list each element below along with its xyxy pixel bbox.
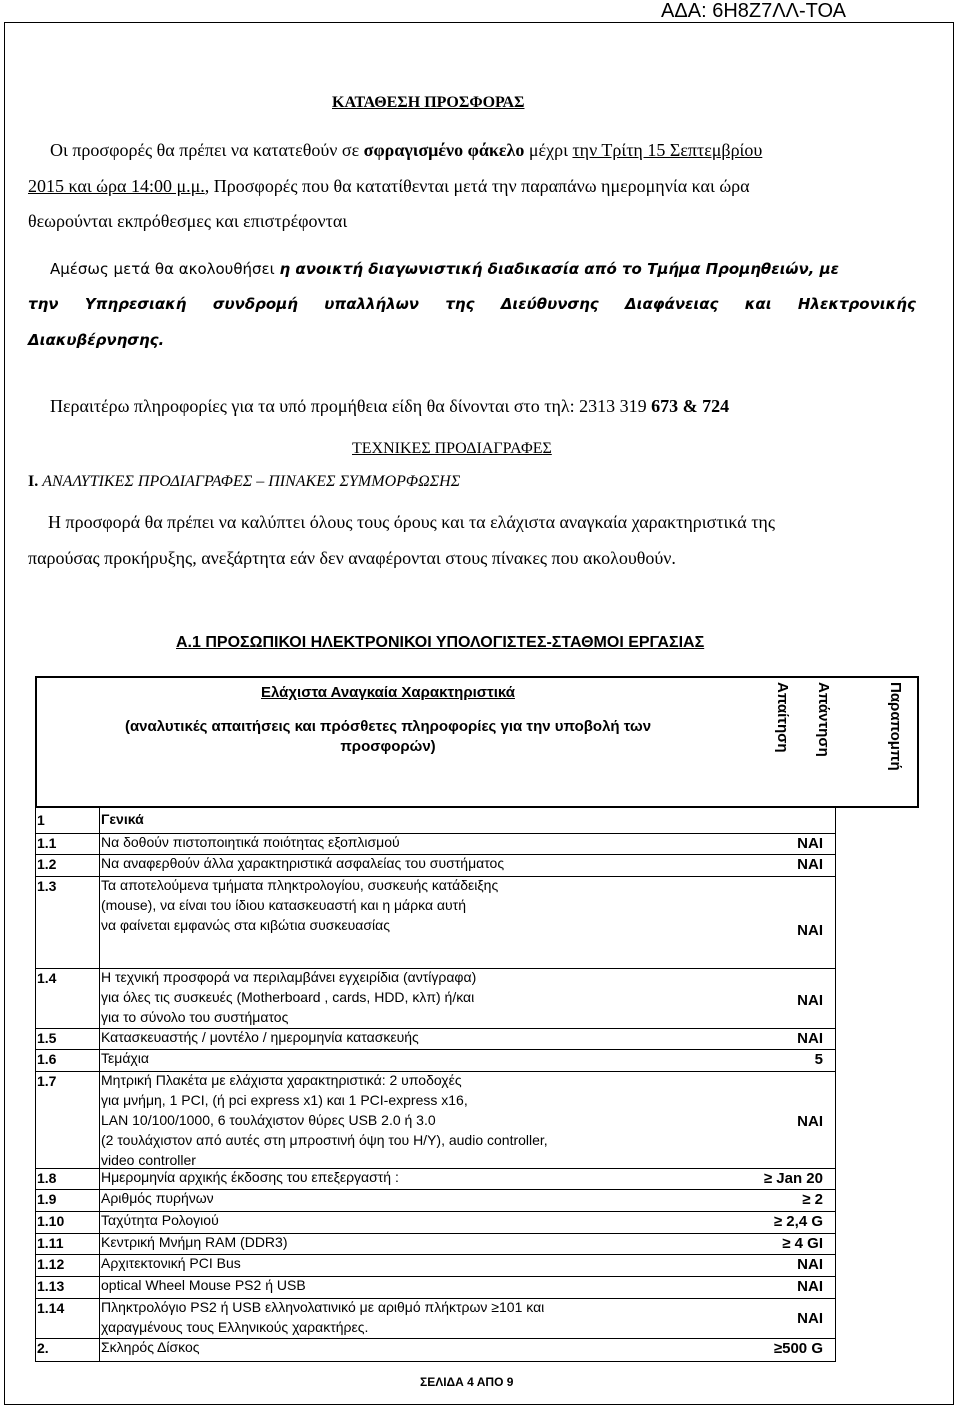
row-description-line: Να αναφερθούν άλλα χαρακτηριστικά ασφαλείας του συστήματος (101, 855, 505, 871)
p2-text-a: Αμέσως μετά θα ακολουθήσει (50, 260, 275, 278)
table-header (35, 676, 919, 808)
row-divider (35, 854, 835, 855)
row-requirement-value: ΝΑΙ (797, 1256, 823, 1273)
row-description-line: Κεντρική Μνήμη RAM (DDR3) (101, 1234, 288, 1250)
row-number: 1.11 (37, 1235, 64, 1251)
row-divider (35, 1071, 835, 1072)
row-description (101, 1297, 544, 1337)
header-sub-2: προσφορών) (340, 738, 436, 755)
p2-word: Υπηρεσιακή (84, 295, 187, 313)
row-description (101, 1337, 200, 1357)
row-description-line: optical Wheel Mouse PS2 ή USB (101, 1277, 306, 1293)
row-description-line: Να δοθούν πιστοποιητικά ποιότητας εξοπλισμού (101, 834, 400, 850)
row-divider (35, 1049, 835, 1050)
row-requirement-value: ΝΑΙ (797, 835, 823, 852)
row-number: 1.3 (37, 878, 57, 894)
row-description (101, 1070, 548, 1170)
row-number: 2. (37, 1340, 49, 1356)
row-requirement-value: ΝΑΙ (797, 922, 823, 939)
row-number: 1.1 (37, 835, 57, 851)
row-description (101, 1048, 149, 1068)
row-divider (35, 1298, 835, 1299)
row-description (101, 1167, 399, 1187)
row-number: 1 (37, 812, 45, 828)
tech-specs-title: ΤΕΧΝΙΚΕΣ ΠΡΟΔΙΑΓΡΑΦΕΣ (352, 440, 552, 457)
row-number: 1.4 (37, 970, 57, 986)
p2-word: Ηλεκτρονικής (797, 295, 916, 313)
row-description (101, 809, 144, 829)
row-divider (35, 1338, 835, 1339)
row-description-line: για το σύνολο του συστήματος (101, 1009, 289, 1025)
p1-text-c: μέχρι (528, 140, 568, 160)
paragraph-2-line-2 (28, 295, 916, 313)
row-description (101, 967, 476, 1027)
row-number: 1.13 (37, 1278, 65, 1294)
row-requirement-value: ΝΑΙ (797, 992, 823, 1009)
row-requirement-value: ≥ 4 GI (782, 1235, 823, 1252)
row-divider (35, 1168, 835, 1169)
p2-word: και (744, 295, 772, 313)
row-number: 1.7 (37, 1073, 57, 1089)
row-description-line: Η τεχνική προσφορά να περιλαμβάνει εγχειρίδια (αντίγραφα) (101, 969, 477, 985)
p1-text-a: Οι προσφορές θα πρέπει να κατατεθούν σε (50, 140, 360, 160)
p2-word: συνδρομή (212, 295, 298, 313)
row-requirement-value: ΝΑΙ (797, 1030, 823, 1047)
row-requirement-value: ≥ 2,4 G (773, 1213, 823, 1230)
row-number: 1.6 (37, 1051, 57, 1067)
row-number: 1.2 (37, 856, 57, 872)
row-divider (35, 1254, 835, 1255)
paragraph-2-line-1 (50, 260, 839, 278)
row-divider (35, 1189, 835, 1190)
header-reference-label: Παραπομπή (887, 682, 904, 771)
header-title: Ελάχιστα Αναγκαία Χαρακτηριστικά (261, 684, 515, 701)
row-description-line: Κατασκευαστής / μοντέλο / ημερομηνία κατασκευής (101, 1029, 419, 1045)
row-description-line: Γενικά (101, 811, 144, 827)
row-number: 1.9 (37, 1191, 57, 1207)
row-description-line: Μητρική Πλακέτα με ελάχιστα χαρακτηριστικά: 2 υποδοχές (101, 1072, 462, 1088)
row-description-line: για μνήμη, 1 PCI, (ή pci express x1) και 1 PCI-express x16, (101, 1092, 468, 1108)
page-footer: ΣΕΛΙΔΑ 4 ΑΠΟ 9 (420, 1375, 514, 1389)
row-description-line: χαραγμένους τους Ελληνικούς χαρακτήρες. (101, 1319, 369, 1335)
p2-text-bold: η ανοικτή διαγωνιστική διαδικασία από το Τμήμα Προμηθειών, με (279, 260, 839, 278)
row-divider (35, 876, 835, 877)
row-description (101, 1188, 214, 1208)
p2-word: την (28, 295, 59, 313)
row-divider (35, 833, 835, 834)
row-description-line: να φαίνεται εμφανώς στα κιβώτια συσκευασίας (101, 917, 390, 933)
paragraph-2-line-3: Διακυβέρνησης. (28, 331, 165, 349)
row-requirement-value: ≥ 2 (802, 1191, 823, 1208)
table-left-border (35, 806, 36, 1362)
row-requirement-value: ≥ Jan 20 (763, 1170, 823, 1187)
row-divider (35, 1276, 835, 1277)
header-answer-label: Απάντηση (815, 682, 832, 757)
header-main-cell (37, 678, 740, 806)
row-divider (35, 1028, 835, 1029)
row-description (101, 853, 504, 873)
row-description-line: video controller (101, 1152, 196, 1168)
row-description-line: LAN 10/100/1000, 6 τουλάχιστον θύρες USB 2.0 ή 3.0 (101, 1112, 436, 1128)
header-sub-1: (αναλυτικές απαιτήσεις και πρόσθετες πληροφορίες για την υποβολή των (124, 718, 652, 735)
row-divider (35, 1211, 835, 1212)
header-col-reference (875, 678, 917, 806)
section-title: ΚΑΤΑΘΕΣΗ ΠΡΟΣΦΟΡΑΣ (332, 94, 525, 111)
row-requirement-value: 5 (814, 1051, 823, 1068)
row-divider (35, 1233, 835, 1234)
row-description-line: Πληκτρολόγιο PS2 ή USB ελληνολατινικό με αριθμό πλήκτρων ≥101 και (101, 1299, 545, 1315)
paragraph-4-line-1: Η προσφορά θα πρέπει να καλύπτει όλους τους όρους και τα ελάχιστα αναγκαία χαρακτηριστικά της (48, 512, 775, 532)
p2-word: της (445, 295, 475, 313)
row-description (101, 1232, 288, 1252)
row-requirement-value: ΝΑΙ (797, 856, 823, 873)
row-description (101, 1253, 241, 1273)
p1-deadline-time: 2015 και ώρα 14:00 μ.μ. (28, 176, 205, 196)
row-description-line: Τεμάχια (101, 1050, 149, 1066)
row-description (101, 875, 498, 935)
header-col-answer (815, 678, 876, 806)
p2-word: Διεύθυνσης (500, 295, 599, 313)
row-description-line: (2 τουλάχιστον από αυτές στη μπροστινή όψη του Η/Υ), audio controller, (101, 1132, 548, 1148)
section-i-number: Ι. (28, 473, 39, 490)
paragraph-3 (50, 396, 729, 417)
p3-text-a: Περαιτέρω πληροφορίες για τα υπό προμήθεια είδη θα δίνονται στο τηλ: 2313 319 (50, 396, 647, 416)
row-requirement-value: ΝΑΙ (797, 1310, 823, 1327)
row-description (101, 832, 400, 852)
row-requirement-value: ≥500 G (773, 1340, 823, 1357)
row-description-line: Ταχύτητα Ρολογιού (101, 1212, 219, 1228)
row-requirement-value: ΝΑΙ (797, 1278, 823, 1295)
ada-code: ΑΔΑ: 6Η8Ζ7ΛΛ-ΤΟΑ (661, 0, 846, 22)
p1-deadline-date: την Τρίτη 15 Σεπτεμβρίου (572, 140, 763, 160)
row-description-line: Ημερομηνία αρχικής έκδοσης του επεξεργαστή : (101, 1169, 399, 1185)
row-description (101, 1210, 219, 1230)
row-description-line: Αριθμός πυρήνων (101, 1190, 214, 1206)
row-number: 1.10 (37, 1213, 65, 1229)
paragraph-1-line-3: θεωρούνται εκπρόθεσμες και επιστρέφονται (28, 211, 348, 231)
paragraph-4-line-2: παρούσας προκήρυξης, ανεξάρτητα εάν δεν αναφέρονται στους πίνακες που ακολουθούν. (28, 548, 676, 568)
row-number: 1.14 (37, 1300, 65, 1316)
row-description-line: Αρχιτεκτονική PCI Bus (101, 1255, 241, 1271)
paragraph-1-line-1 (50, 140, 762, 161)
p2-word: Διαφάνειας (625, 295, 719, 313)
row-description-line: για όλες τις συσκευές (Motherboard , cards, HDD, κλπ) ή/και (101, 989, 475, 1005)
row-number: 1.5 (37, 1030, 57, 1046)
row-description (101, 1275, 306, 1295)
header-requirement-label: Απαίτηση (774, 682, 791, 753)
table-right-border (835, 806, 836, 1362)
p3-phones: 673 & 724 (651, 396, 730, 416)
row-number: 1.8 (37, 1170, 57, 1186)
p1-text-bold: σφραγισμένο φάκελο (363, 140, 525, 160)
section-i-title: ΑΝΑΛΥΤΙΚΕΣ ΠΡΟΔΙΑΓΡΑΦΕΣ – ΠΙΝΑΚΕΣ ΣΥΜΜΟΡΦΩΣΗΣ (42, 473, 461, 490)
row-divider (35, 968, 835, 969)
section-i-heading (28, 473, 460, 491)
row-description (101, 1027, 419, 1047)
p1-text-f: , Προσφορές που θα κατατίθενται μετά την παραπάνω ημερομηνία και ώρα (204, 176, 750, 196)
row-description-line: Σκληρός Δίσκος (101, 1339, 200, 1355)
paragraph-1-line-2 (28, 176, 750, 197)
row-description-line: Τα αποτελούμενα τμήματα πληκτρολογίου, συσκευής κατάδειξης (101, 877, 499, 893)
p2-word: υπαλλήλων (324, 295, 419, 313)
table-bottom-border (35, 1361, 835, 1362)
row-requirement-value: ΝΑΙ (797, 1113, 823, 1130)
row-description-line: (mouse), να είναι του ίδιου κατασκευαστή και η μάρκα αυτή (101, 897, 466, 913)
table-title: Α.1 ΠΡΟΣΩΠΙΚΟΙ ΗΛΕΚΤΡΟΝΙΚΟΙ ΥΠΟΛΟΓΙΣΤΕΣ-ΣΤΑΘΜΟΙ ΕΡΓΑΣΙΑΣ (176, 634, 705, 651)
row-number: 1.12 (37, 1256, 65, 1272)
table-num-divider (99, 806, 100, 1362)
